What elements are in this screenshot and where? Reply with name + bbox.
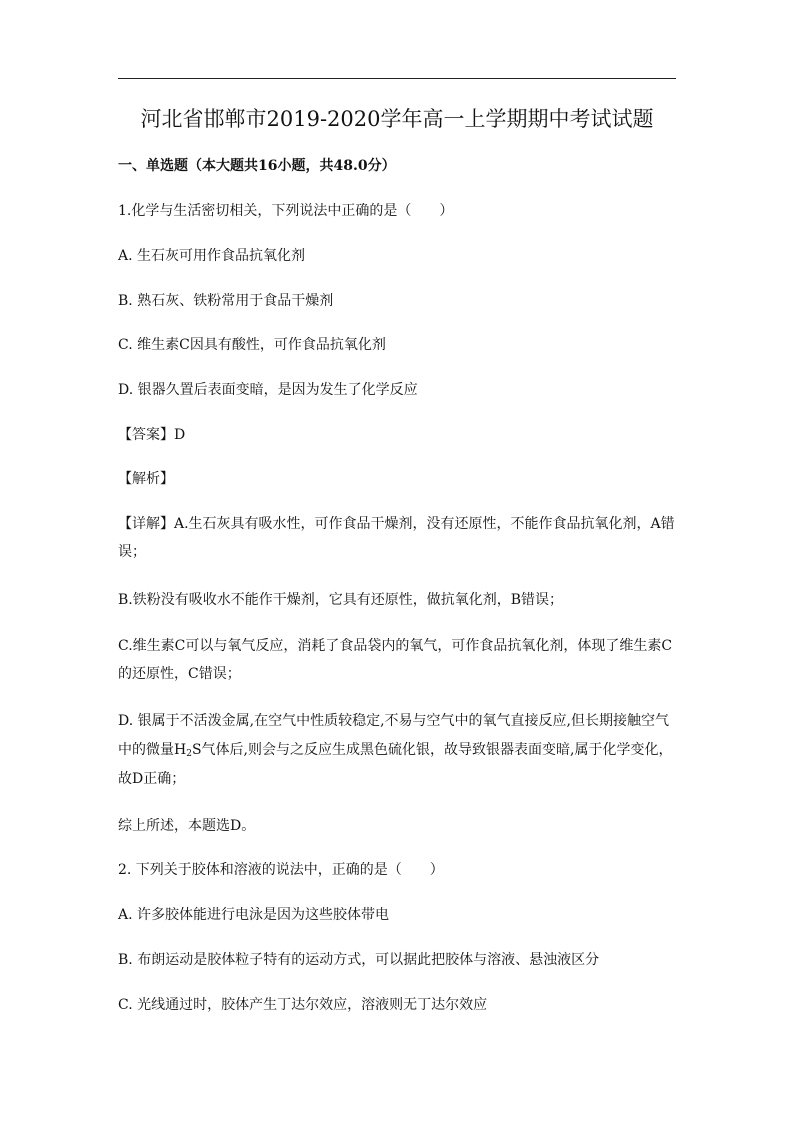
question-2-option-c: C. 光线通过时，胶体产生丁达尔效应，溶液则无丁达尔效应 bbox=[118, 997, 488, 1013]
document-title: 河北省邯郸市2019-2020学年高一上学期期中考试试题 bbox=[140, 107, 654, 131]
question-1-option-d: D. 银器久置后表面变暗，是因为发生了化学反应 bbox=[118, 382, 418, 398]
header-rule bbox=[118, 78, 676, 79]
section-heading: 一、单选题（本大题共16小题，共48.0分） bbox=[118, 158, 396, 174]
question-2-option-a: A. 许多胶体能进行电泳是因为这些胶体带电 bbox=[118, 907, 390, 923]
question-2-stem: 2. 下列关于胶体和溶液的说法中，正确的是（ ） bbox=[118, 862, 444, 878]
question-1-summary: 综上所述，本题选D。 bbox=[118, 818, 256, 834]
detail-b-line: B.铁粉没有吸收水不能作干燥剂，它具有还原性，做抗氧化剂，B错误； bbox=[118, 592, 564, 608]
question-1-option-c: C. 维生素C因具有酸性，可作食品抗氧化剂 bbox=[118, 337, 386, 353]
question-1-analysis-label: 【解析】 bbox=[118, 471, 174, 487]
detail-d-line-2 bbox=[118, 736, 678, 764]
detail-d-line-2-pre: 中的微量H bbox=[118, 742, 187, 758]
detail-d-line-1: D. 银属于不活泼金属,在空气中性质较稳定,不易与空气中的氧气直接反应,但长期接触空气 bbox=[118, 713, 669, 729]
detail-a-line-2: 误； bbox=[118, 544, 146, 560]
question-1-option-a: A. 生石灰可用作食品抗氧化剂 bbox=[118, 248, 306, 264]
detail-c-line-2: 的还原性，C错误； bbox=[118, 666, 241, 682]
detail-d-line-2-post: S气体后,则会与之反应生成黑色硫化银，故导致银器表面变暗,属于化学变化， bbox=[191, 742, 673, 758]
question-2-option-b: B. 布朗运动是胶体粒子特有的运动方式，可以据此把胶体与溶液、悬浊液区分 bbox=[118, 952, 600, 968]
question-1-stem: 1.化学与生活密切相关，下列说法中正确的是（ ） bbox=[118, 203, 454, 219]
detail-c-line-1: C.维生素C可以与氧气反应，消耗了食品袋内的氧气，可作食品抗氧化剂，体现了维生素C bbox=[118, 638, 673, 654]
question-1-answer: 【答案】D bbox=[118, 427, 186, 443]
subscript-2: 2 bbox=[186, 749, 192, 759]
detail-d-line-3: 故D正确； bbox=[118, 771, 186, 787]
detail-a-line-1: 【详解】A.生石灰具有吸水性，可作食品干燥剂，没有还原性，不能作食品抗氧化剂，A错 bbox=[118, 516, 675, 532]
question-1-option-b: B. 熟石灰、铁粉常用于食品干燥剂 bbox=[118, 293, 334, 309]
